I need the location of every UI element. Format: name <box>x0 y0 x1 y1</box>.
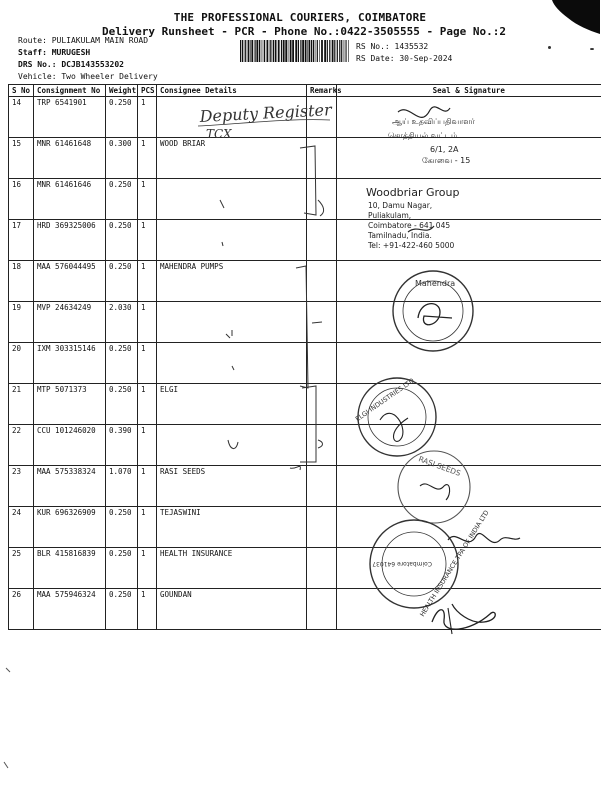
table-row <box>9 507 601 548</box>
barcode-bar <box>305 40 307 62</box>
barcode-bar <box>321 40 323 62</box>
column-header: PCS <box>138 85 157 97</box>
barcode-bar <box>311 40 312 62</box>
barcode-bar <box>332 40 334 62</box>
consignee-name <box>157 425 307 466</box>
serial-number: 16 <box>9 179 34 220</box>
barcode-bar <box>313 40 314 62</box>
weight-value: 0.250 <box>106 261 138 302</box>
remarks-cell <box>307 261 337 302</box>
stamp-line: Tel: +91-422-460 5000 <box>368 241 455 250</box>
barcode-bar <box>244 40 245 62</box>
pcs-value: 1 <box>138 138 157 179</box>
barcode-bar <box>329 40 330 62</box>
handwritten-initials: TCX <box>206 127 232 141</box>
barcode-bar <box>341 40 342 62</box>
table-row <box>9 138 601 179</box>
staff-label: Staff: MURUGESH <box>18 48 91 57</box>
consignment-number: KUR 696326909 <box>34 507 106 548</box>
barcode-bar <box>302 40 304 62</box>
stamp-text: HEALTH INSURANCE TPA OF INDIA LTD <box>418 508 491 619</box>
barcode-bar <box>245 40 246 62</box>
column-header: Weight <box>106 85 138 97</box>
scan-dot <box>548 46 551 49</box>
seal-signature-cell <box>337 302 601 343</box>
table-row <box>9 425 601 466</box>
consignee-name: ELGI <box>157 384 307 425</box>
stamp-line: கோவை - 15 <box>422 156 471 165</box>
column-header: Seal & Signature <box>337 85 601 97</box>
barcode-bar <box>263 40 264 62</box>
table-row <box>9 589 601 630</box>
weight-value: 0.250 <box>106 220 138 261</box>
stamp-line: Puliakulam, <box>368 211 412 220</box>
barcode-bar <box>281 40 282 62</box>
pcs-value: 1 <box>138 466 157 507</box>
barcode-bar <box>240 40 241 62</box>
remarks-cell <box>307 138 337 179</box>
pcs-value: 1 <box>138 220 157 261</box>
barcode-bar <box>339 40 340 62</box>
barcode-bar <box>319 40 320 62</box>
barcode-bar <box>250 40 251 62</box>
consignee-name <box>157 179 307 220</box>
weight-value: 0.250 <box>106 589 138 630</box>
serial-number: 25 <box>9 548 34 589</box>
serial-number: 14 <box>9 97 34 138</box>
column-header: Remarks <box>307 85 337 97</box>
seal-signature-cell <box>337 261 601 302</box>
consignment-number: IXM 303315146 <box>34 343 106 384</box>
table-row <box>9 548 601 589</box>
serial-number: 17 <box>9 220 34 261</box>
weight-value: 0.250 <box>106 384 138 425</box>
table-row <box>9 220 601 261</box>
consignment-number: TRP 6541901 <box>34 97 106 138</box>
serial-number: 21 <box>9 384 34 425</box>
pcs-value: 1 <box>138 97 157 138</box>
serial-number: 15 <box>9 138 34 179</box>
table-row <box>9 302 601 343</box>
seal-signature-cell <box>337 548 601 589</box>
consignee-name: HEALTH INSURANCE <box>157 548 307 589</box>
consignee-name <box>157 302 307 343</box>
table-row <box>9 97 601 138</box>
consignment-number: MAA 575338324 <box>34 466 106 507</box>
column-header: Consignee Details <box>157 85 307 97</box>
barcode-bar <box>337 40 338 62</box>
stamp-line: Coimbatore - 641 045 <box>368 221 451 230</box>
consignment-number: MTP 5071373 <box>34 384 106 425</box>
barcode-bar <box>309 40 311 62</box>
barcode-bar <box>344 40 345 62</box>
barcode-bar <box>259 40 260 62</box>
barcode-bar <box>288 40 289 62</box>
barcode-bar <box>346 40 347 62</box>
weight-value: 2.030 <box>106 302 138 343</box>
route-label: Route: PULIAKULAM MAIN ROAD <box>18 36 149 45</box>
serial-number: 22 <box>9 425 34 466</box>
remarks-cell <box>307 548 337 589</box>
consignment-number: MNR 61461648 <box>34 138 106 179</box>
pcs-value: 1 <box>138 548 157 589</box>
consignment-number: MAA 575946324 <box>34 589 106 630</box>
stamp-line: சொத்தியல் வட்டம் <box>388 131 458 140</box>
barcode-bar <box>267 40 269 62</box>
stamp-company-name: Woodbriar Group <box>366 186 460 199</box>
serial-number: 26 <box>9 589 34 630</box>
remarks-cell <box>307 343 337 384</box>
barcode-bar <box>275 40 277 62</box>
serial-number: 19 <box>9 302 34 343</box>
consignment-number: MNR 61461646 <box>34 179 106 220</box>
runsheet-subtitle: Delivery Runsheet - PCR - Phone No.:0422-3505555 - Page No.:2 <box>102 25 506 38</box>
stamp-line: 10, Damu Nagar, <box>368 201 433 210</box>
stamp-text: Coimbatore 641037 <box>372 560 432 567</box>
runsheet-table <box>8 84 601 630</box>
weight-value: 0.250 <box>106 507 138 548</box>
remarks-cell <box>307 589 337 630</box>
stamp-line: 6/1, 2A <box>430 145 459 154</box>
rs-date-label: RS Date: 30-Sep-2024 <box>356 54 453 63</box>
remarks-cell <box>307 425 337 466</box>
remarks-cell <box>307 97 337 138</box>
consignee-name <box>157 97 307 138</box>
pcs-value: 1 <box>138 384 157 425</box>
remarks-cell <box>307 179 337 220</box>
stamp-text: Mahendra <box>415 279 456 288</box>
table-row <box>9 466 601 507</box>
consignee-name: GOUNDAN <box>157 589 307 630</box>
barcode-bar <box>315 40 316 62</box>
consignee-name <box>157 220 307 261</box>
weight-value: 0.250 <box>106 343 138 384</box>
pcs-value: 1 <box>138 425 157 466</box>
barcode-bar <box>295 40 297 62</box>
consignment-number: HRD 369325006 <box>34 220 106 261</box>
column-header: Consignment No <box>34 85 106 97</box>
consignment-number: BLR 415816839 <box>34 548 106 589</box>
scan-dot <box>590 48 594 50</box>
remarks-cell <box>307 507 337 548</box>
seal-signature-cell <box>337 425 601 466</box>
remarks-cell <box>307 302 337 343</box>
consignee-name: RASI SEEDS <box>157 466 307 507</box>
barcode-bar <box>317 40 318 62</box>
barcode-bar <box>345 40 346 62</box>
stamp-text: ELGI INDUSTRIES LTD <box>353 376 416 424</box>
document-title: THE PROFESSIONAL COURIERS, COIMBATORE <box>173 11 427 24</box>
table-header-row <box>9 85 601 97</box>
table-row <box>9 384 601 425</box>
barcode-bar <box>285 40 287 62</box>
serial-number: 23 <box>9 466 34 507</box>
pcs-value: 1 <box>138 261 157 302</box>
seal-signature-cell <box>337 507 601 548</box>
barcode-bar <box>251 40 253 62</box>
remarks-cell <box>307 466 337 507</box>
seal-signature-cell <box>337 97 601 138</box>
stamp-line: Tamilnadu, India. <box>368 231 432 240</box>
seal-signature-cell <box>337 179 601 220</box>
barcode-bar <box>348 40 349 62</box>
consignee-name: WOOD BRIAR <box>157 138 307 179</box>
remarks-cell <box>307 220 337 261</box>
pcs-value: 1 <box>138 589 157 630</box>
barcode-bar <box>278 40 280 62</box>
consignment-number: MAA 576044495 <box>34 261 106 302</box>
serial-number: 24 <box>9 507 34 548</box>
weight-value: 0.250 <box>106 179 138 220</box>
weight-value: 0.390 <box>106 425 138 466</box>
pcs-value: 1 <box>138 507 157 548</box>
stamp-line: ஆய் உதவிப்பதிவாளர் <box>392 117 475 126</box>
handwritten-signature: Deputy Register <box>199 100 333 126</box>
pcs-value: 1 <box>138 302 157 343</box>
barcode-bar <box>290 40 292 62</box>
table-row <box>9 261 601 302</box>
seal-signature-cell <box>337 384 601 425</box>
weight-value: 0.250 <box>106 97 138 138</box>
barcode-bar <box>300 40 301 62</box>
rs-no-label: RS No.: 1435532 <box>356 42 429 51</box>
barcode-bar <box>273 40 274 62</box>
barcode-bar <box>255 40 256 62</box>
vehicle-label: Vehicle: Two Wheeler Delivery <box>18 72 158 81</box>
barcode-bar <box>264 40 265 62</box>
barcode-bar <box>334 40 335 62</box>
barcode-bar <box>327 40 328 62</box>
consignee-name <box>157 343 307 384</box>
barcode-bar <box>261 40 262 62</box>
barcode-bar <box>283 40 285 62</box>
barcode-bar <box>298 40 299 62</box>
barcode-bar <box>248 40 250 62</box>
seal-signature-cell <box>337 220 601 261</box>
pcs-value: 1 <box>138 343 157 384</box>
barcode-bar <box>270 40 271 62</box>
barcode-bar <box>292 40 294 62</box>
barcode-bar <box>242 40 243 62</box>
column-header: S No <box>9 85 34 97</box>
consignment-number: CCU 101246020 <box>34 425 106 466</box>
seal-signature-cell <box>337 589 601 630</box>
scan-mark <box>4 668 10 768</box>
weight-value: 0.300 <box>106 138 138 179</box>
pcs-value: 1 <box>138 179 157 220</box>
table-row <box>9 343 601 384</box>
serial-number: 20 <box>9 343 34 384</box>
weight-value: 0.250 <box>106 548 138 589</box>
drs-label: DRS No.: DCJB143553202 <box>18 60 124 69</box>
barcode-bar <box>324 40 326 62</box>
seal-signature-cell <box>337 343 601 384</box>
barcode-bar <box>272 40 273 62</box>
stamp-text: RASI SEEDS <box>417 454 462 478</box>
consignee-name: MAHENDRA PUMPS <box>157 261 307 302</box>
consignee-name: TEJASWINI <box>157 507 307 548</box>
table-row <box>9 179 601 220</box>
consignment-number: MVP 24634249 <box>34 302 106 343</box>
barcode-bar <box>307 40 308 62</box>
seal-signature-cell <box>337 138 601 179</box>
serial-number: 18 <box>9 261 34 302</box>
barcode-bar <box>256 40 258 62</box>
barcode <box>240 40 350 62</box>
remarks-cell <box>307 384 337 425</box>
seal-signature-cell <box>337 466 601 507</box>
weight-value: 1.070 <box>106 466 138 507</box>
